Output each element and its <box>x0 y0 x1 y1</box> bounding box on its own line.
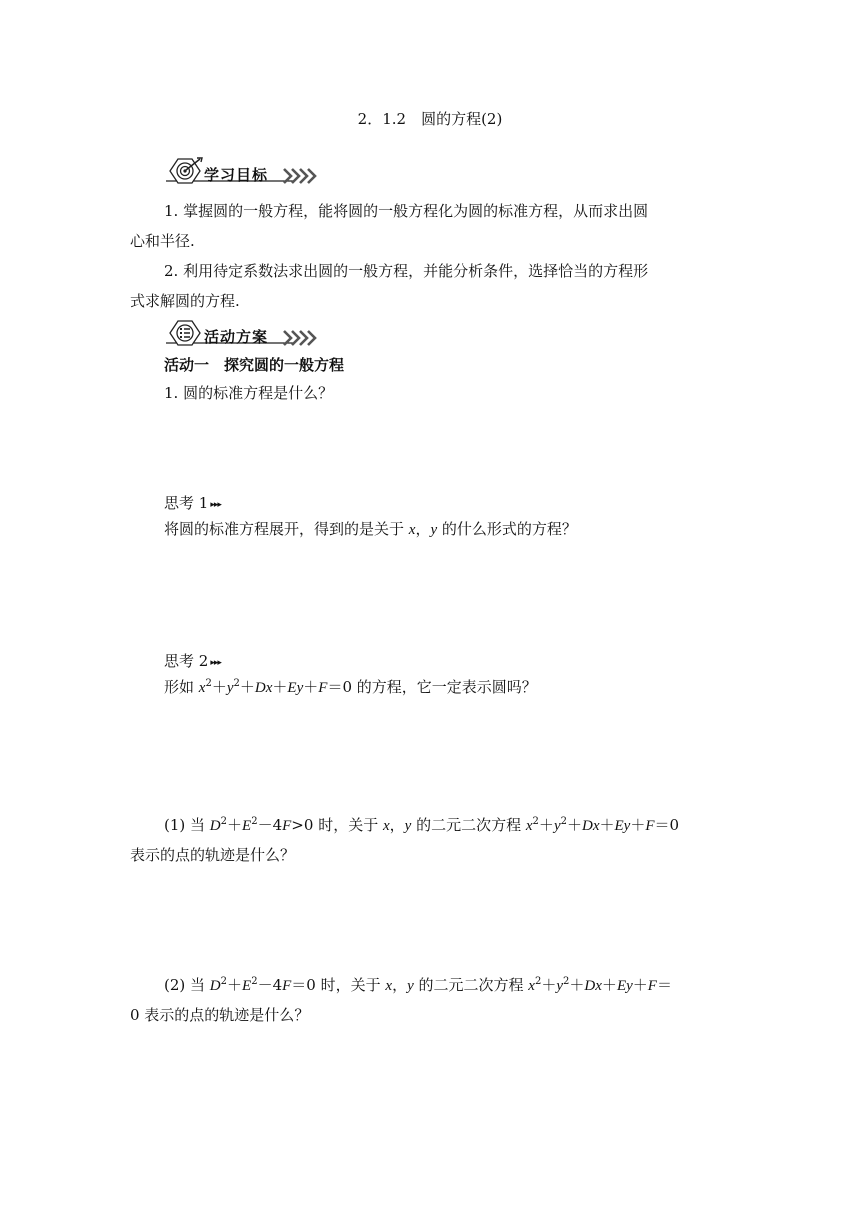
activities-banner <box>164 318 324 346</box>
objective-2 <box>130 256 730 286</box>
think-1-text-c: 的什么形式的方程？ <box>437 520 577 538</box>
part-1-prefix: (1) 当 <box>164 816 210 834</box>
think-2-label-text: 思考 2 <box>164 652 209 670</box>
part-2-mid: 时，关于 <box>315 976 386 994</box>
activity-1-heading: 活动一 探究圆的一般方程 <box>164 356 345 374</box>
part-1-question-cont: 表示的点的轨迹是什么？ <box>130 846 296 864</box>
objective-1 <box>130 196 730 226</box>
page-title: 2．1.2 圆的方程(2) <box>357 110 503 128</box>
arrow-icon: ▸▸▸ <box>210 658 221 668</box>
part-2-mid2: 的二元二次方程 <box>413 976 529 994</box>
question-1: 1. 圆的标准方程是什么？ <box>164 384 334 402</box>
activities-banner-label: 活动方案 <box>204 328 269 346</box>
objective-2-line1: 2. 利用待定系数法求出圆的一般方程，并能分析条件，选择恰当的方程形 <box>164 262 649 280</box>
think-2-prefix: 形如 <box>164 678 199 696</box>
objectives-banner <box>164 156 324 184</box>
part-1-mid2: 的二元二次方程 <box>411 816 526 834</box>
part-1-mid: 时，关于 <box>313 816 383 834</box>
think-2-suffix: 的方程，它一定表示圆吗？ <box>351 678 537 696</box>
think-2-question: 形如 $x^2+y^2+Dx+Ey+F=0$ 的方程，它一定表示圆吗？ <box>164 678 537 696</box>
part-1-cond: >0 <box>291 816 314 834</box>
think-1-label-text: 思考 1 <box>164 494 209 512</box>
objectives-banner-label: 学习目标 <box>204 166 269 184</box>
part-2-question-cont: 0 表示的点的轨迹是什么？ <box>130 1006 310 1024</box>
arrow-icon: ▸▸▸ <box>210 500 221 510</box>
objective-1-line1: 1. 掌握圆的一般方程，能将圆的一般方程化为圆的标准方程，从而求出圆 <box>164 202 649 220</box>
objective-2-cont: 式求解圆的方程. <box>130 292 240 310</box>
part-2-cond: ＝0 <box>291 976 316 994</box>
think-1-question: 将圆的标准方程展开，得到的是关于 x，y 的什么形式的方程？ <box>164 520 577 538</box>
think-1-text-a: 将圆的标准方程展开，得到的是关于 <box>164 520 409 538</box>
part-2-prefix: (2) 当 <box>164 976 210 994</box>
part-2-question: (2) 当 $D^2+E^2-4F=0$ 时，关于 x，y 的二元二次方程 $x^2+y^2+Dx+Ey+F=$ <box>164 976 672 994</box>
part-1-question: (1) 当 $D^2+E^2-4F>0$ 时，关于 x，y 的二元二次方程 $x^2+y^2+Dx+Ey+F=0$ <box>164 816 680 834</box>
think-1-text-b: ， <box>415 520 431 538</box>
objective-1-cont: 心和半径. <box>130 232 195 250</box>
